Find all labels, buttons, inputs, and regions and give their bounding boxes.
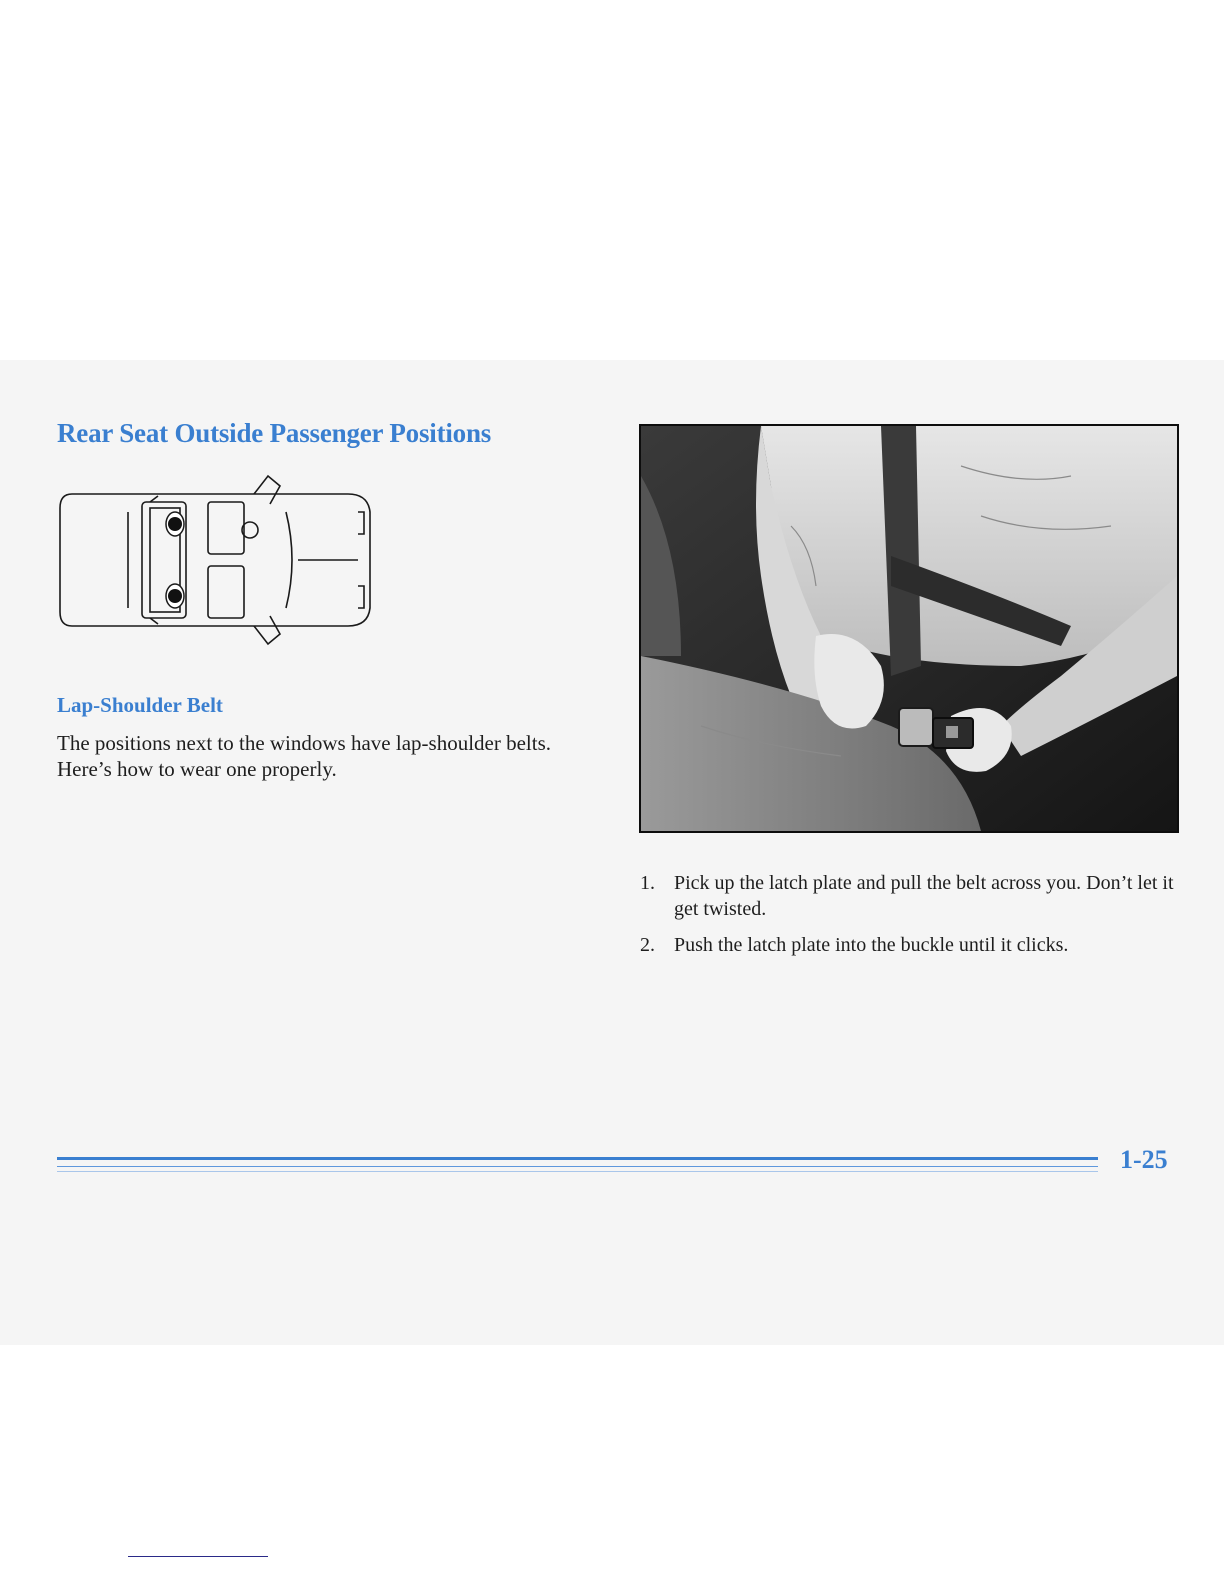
step-item [640, 870, 1180, 922]
section-title: Rear Seat Outside Passenger Positions [57, 418, 492, 448]
footer-rule-thin [57, 1166, 1098, 1167]
intro-paragraph: The positions next to the windows have lap-shoulder belts. Here’s how to wear one properly. [57, 731, 552, 781]
step-number: 2. [640, 934, 655, 956]
step-text: Pick up the latch plate and pull the belt across you. Don’t let it get twisted. [674, 872, 1174, 920]
footer-rule [57, 1157, 1098, 1160]
instruction-steps [640, 870, 1180, 968]
page-number: 1-25 [1120, 1145, 1168, 1174]
subheading: Lap-Shoulder Belt [57, 693, 223, 717]
step-text: Push the latch plate into the buckle until it clicks. [674, 934, 1069, 956]
step-number: 1. [640, 872, 655, 894]
bottom-underline [128, 1556, 268, 1557]
footer-rule-thin-secondary [57, 1171, 1098, 1172]
belt-buckling-photo [639, 424, 1179, 833]
step-item [640, 932, 1180, 958]
vehicle-seating-diagram [58, 472, 374, 648]
